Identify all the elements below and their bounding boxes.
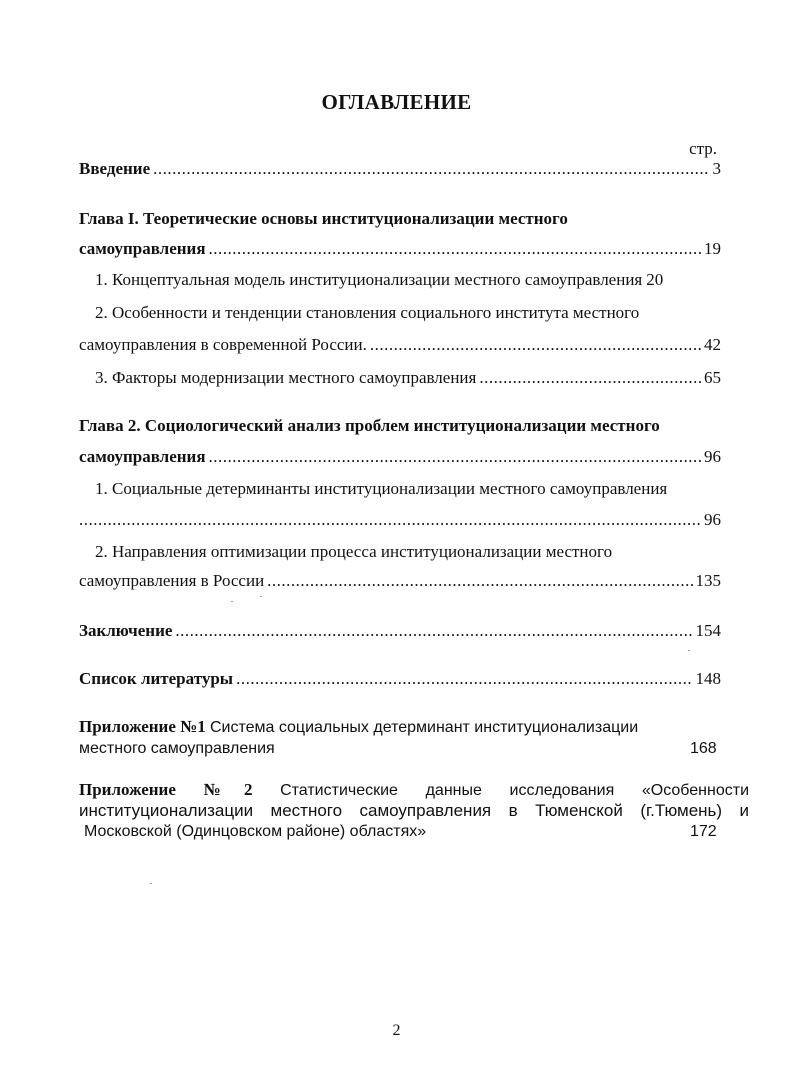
toc-leader-dots xyxy=(209,446,701,468)
toc-entry-chapter-2[interactable] xyxy=(79,446,721,470)
toc-entry-page: 19 xyxy=(704,239,721,258)
toc-appendix-1-line1[interactable] xyxy=(79,716,638,739)
appendix-1-label: Приложение №1 xyxy=(79,717,206,736)
toc-appendix-2-line2[interactable] xyxy=(79,800,749,822)
toc-entry-chapter-1-section-1[interactable] xyxy=(95,269,721,293)
toc-entry-label: самоуправления xyxy=(79,239,206,258)
appendix-2-word: Статистические xyxy=(280,782,398,799)
toc-entry-chapter-1[interactable] xyxy=(79,238,721,262)
toc-entry-page: 154 xyxy=(695,621,721,640)
page-number: 2 xyxy=(392,1022,401,1039)
toc-leader-dots xyxy=(370,334,701,356)
toc-chapter-2-section-1-line[interactable]: 1. Социальные детерминанты институционализации местного самоуправления xyxy=(95,479,668,498)
toc-chapter-2-title[interactable]: Глава 2. Социологический анализ проблем институционализации местного xyxy=(79,416,660,435)
toc-leader-dots xyxy=(209,238,701,260)
toc-appendix-2-line1[interactable] xyxy=(79,779,749,802)
toc-entry-page: 148 xyxy=(695,669,721,688)
toc-chapter-1-title[interactable]: Глава I. Теоретические основы институционализации местного xyxy=(79,209,568,228)
appendix-2-word: институционализации xyxy=(79,801,254,820)
toc-entry-label: 3. Факторы модернизации местного самоуправления xyxy=(95,368,477,387)
toc-leader-dots xyxy=(153,158,709,180)
toc-appendix-1-line2[interactable]: местного самоуправления xyxy=(79,740,275,757)
toc-leader-dots xyxy=(79,509,701,531)
appendix-2-word: данные xyxy=(425,782,482,799)
appendix-2-word: в xyxy=(508,801,518,820)
appendix-2-word: (г.Тюмень) xyxy=(640,801,723,820)
toc-appendix-1-page: 168 xyxy=(690,740,717,757)
toc-entry-label: Введение xyxy=(79,159,151,178)
scan-speck xyxy=(231,601,233,602)
toc-entry-chapter-1-section-2[interactable] xyxy=(79,334,721,358)
toc-appendix-2-line3[interactable]: Московской (Одинцовском районе) областях» xyxy=(84,823,427,840)
scan-speck xyxy=(260,596,262,597)
appendix-2-word: «Особенности xyxy=(641,782,749,799)
toc-leader-dots xyxy=(175,620,692,642)
scan-speck xyxy=(150,883,152,884)
toc-chapter-1-section-2-line[interactable]: 2. Особенности и тенденции становления социального института местного xyxy=(95,303,640,322)
appendix-2-word: самоуправления xyxy=(359,801,492,820)
toc-leader-dots xyxy=(267,570,692,592)
toc-entry-page: 20 xyxy=(646,270,664,289)
appendix-2-word: местного xyxy=(270,801,343,820)
toc-entry-literature[interactable] xyxy=(79,668,721,692)
toc-entry-page: 65 xyxy=(704,368,721,387)
toc-entry-intro[interactable] xyxy=(79,158,721,182)
toc-entry-label: 1. Концептуальная модель институционализации местного самоуправления xyxy=(95,270,643,289)
toc-entry-page: 96 xyxy=(704,447,721,466)
toc-chapter-2-section-2-line[interactable]: 2. Направления оптимизации процесса институционализации местного xyxy=(95,542,613,561)
appendix-2-word: исследования xyxy=(509,782,615,799)
toc-entry-page: 42 xyxy=(704,335,721,354)
toc-entry-label: самоуправления в современной России. xyxy=(79,335,367,354)
toc-leader-dots xyxy=(479,367,701,389)
toc-entry-chapter-2-section-1[interactable] xyxy=(79,509,721,533)
toc-entry-conclusion[interactable] xyxy=(79,620,721,644)
scan-speck xyxy=(688,650,690,651)
toc-leader-dots xyxy=(236,668,692,690)
appendix-2-word: Тюменской xyxy=(535,801,623,820)
appendix-2-label-number: №2 xyxy=(203,780,253,799)
page-column-label: стр. xyxy=(689,139,717,158)
toc-entry-page: 3 xyxy=(712,159,721,178)
toc-entry-page: 96 xyxy=(704,510,721,529)
appendix-1-title: Система социальных детерминант институционализации xyxy=(209,719,639,736)
toc-entry-label: Заключение xyxy=(79,621,173,640)
appendix-2-label-word: Приложение xyxy=(79,780,176,799)
toc-entry-label: самоуправления в России xyxy=(79,571,265,590)
toc-appendix-2-page: 172 xyxy=(690,823,717,840)
toc-entry-label: самоуправления xyxy=(79,447,206,466)
toc-entry-chapter-1-section-3[interactable] xyxy=(95,367,721,391)
appendix-2-word: и xyxy=(739,801,750,820)
toc-entry-page: 135 xyxy=(695,571,721,590)
toc-entry-chapter-2-section-2[interactable] xyxy=(79,570,721,594)
toc-entry-label: Список литературы xyxy=(79,669,234,688)
page-title: ОГЛАВЛЕНИЕ xyxy=(321,90,472,114)
